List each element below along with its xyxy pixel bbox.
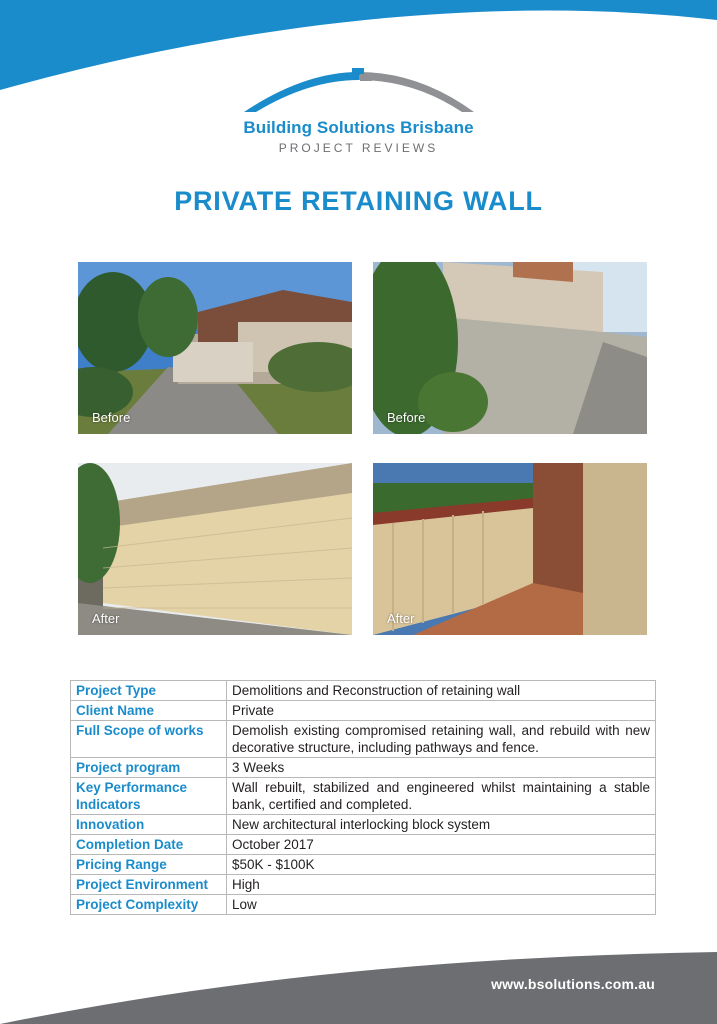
project-details-table bbox=[70, 680, 656, 915]
table-row bbox=[71, 681, 656, 701]
detail-label: Project program bbox=[71, 758, 227, 778]
detail-value: Wall rebuilt, stabilized and engineered whilst maintaining a stable bank, certified and completed. bbox=[227, 778, 656, 815]
table-row bbox=[71, 815, 656, 835]
company-logo bbox=[0, 62, 717, 155]
detail-value: Low bbox=[227, 895, 656, 915]
logo-arc-icon bbox=[234, 62, 484, 118]
detail-label: Project Type bbox=[71, 681, 227, 701]
detail-value: High bbox=[227, 875, 656, 895]
detail-label: Project Environment bbox=[71, 875, 227, 895]
detail-label: Pricing Range bbox=[71, 855, 227, 875]
detail-value: October 2017 bbox=[227, 835, 656, 855]
after-photo-2 bbox=[373, 463, 647, 635]
photo-label: After bbox=[92, 611, 120, 626]
website-link[interactable]: www.bsolutions.com.au bbox=[491, 976, 655, 992]
company-name: Building Solutions Brisbane bbox=[243, 118, 474, 137]
photo-label: After bbox=[387, 611, 415, 626]
company-tagline: PROJECT REVIEWS bbox=[278, 141, 439, 155]
detail-label: Innovation bbox=[71, 815, 227, 835]
detail-value: New architectural interlocking block system bbox=[227, 815, 656, 835]
table-row bbox=[71, 895, 656, 915]
table-row bbox=[71, 875, 656, 895]
table-row bbox=[71, 758, 656, 778]
detail-label: Key Performance Indicators bbox=[71, 778, 227, 815]
table-row bbox=[71, 701, 656, 721]
table-row bbox=[71, 835, 656, 855]
before-photo-2 bbox=[373, 262, 647, 434]
detail-label: Completion Date bbox=[71, 835, 227, 855]
table-row bbox=[71, 721, 656, 758]
detail-value: $50K - $100K bbox=[227, 855, 656, 875]
after-photo-wall-icon bbox=[78, 463, 352, 635]
detail-label: Project Complexity bbox=[71, 895, 227, 915]
table-row bbox=[71, 855, 656, 875]
after-photo-fence-icon bbox=[373, 463, 647, 635]
detail-label: Client Name bbox=[71, 701, 227, 721]
photo-label: Before bbox=[92, 410, 131, 425]
before-photo-wall-icon bbox=[373, 262, 647, 434]
detail-value: Private bbox=[227, 701, 656, 721]
table-row bbox=[71, 778, 656, 815]
detail-value: Demolitions and Reconstruction of retaining wall bbox=[227, 681, 656, 701]
detail-value: Demolish existing compromised retaining wall, and rebuild with new decorative structure, including pathways and fence. bbox=[227, 721, 656, 758]
before-photo-1 bbox=[78, 262, 352, 434]
page-title: PRIVATE RETAINING WALL bbox=[174, 186, 543, 216]
detail-value: 3 Weeks bbox=[227, 758, 656, 778]
detail-label: Full Scope of works bbox=[71, 721, 227, 758]
after-photo-1 bbox=[78, 463, 352, 635]
before-photo-driveway-icon bbox=[78, 262, 352, 434]
photo-label: Before bbox=[387, 410, 426, 425]
